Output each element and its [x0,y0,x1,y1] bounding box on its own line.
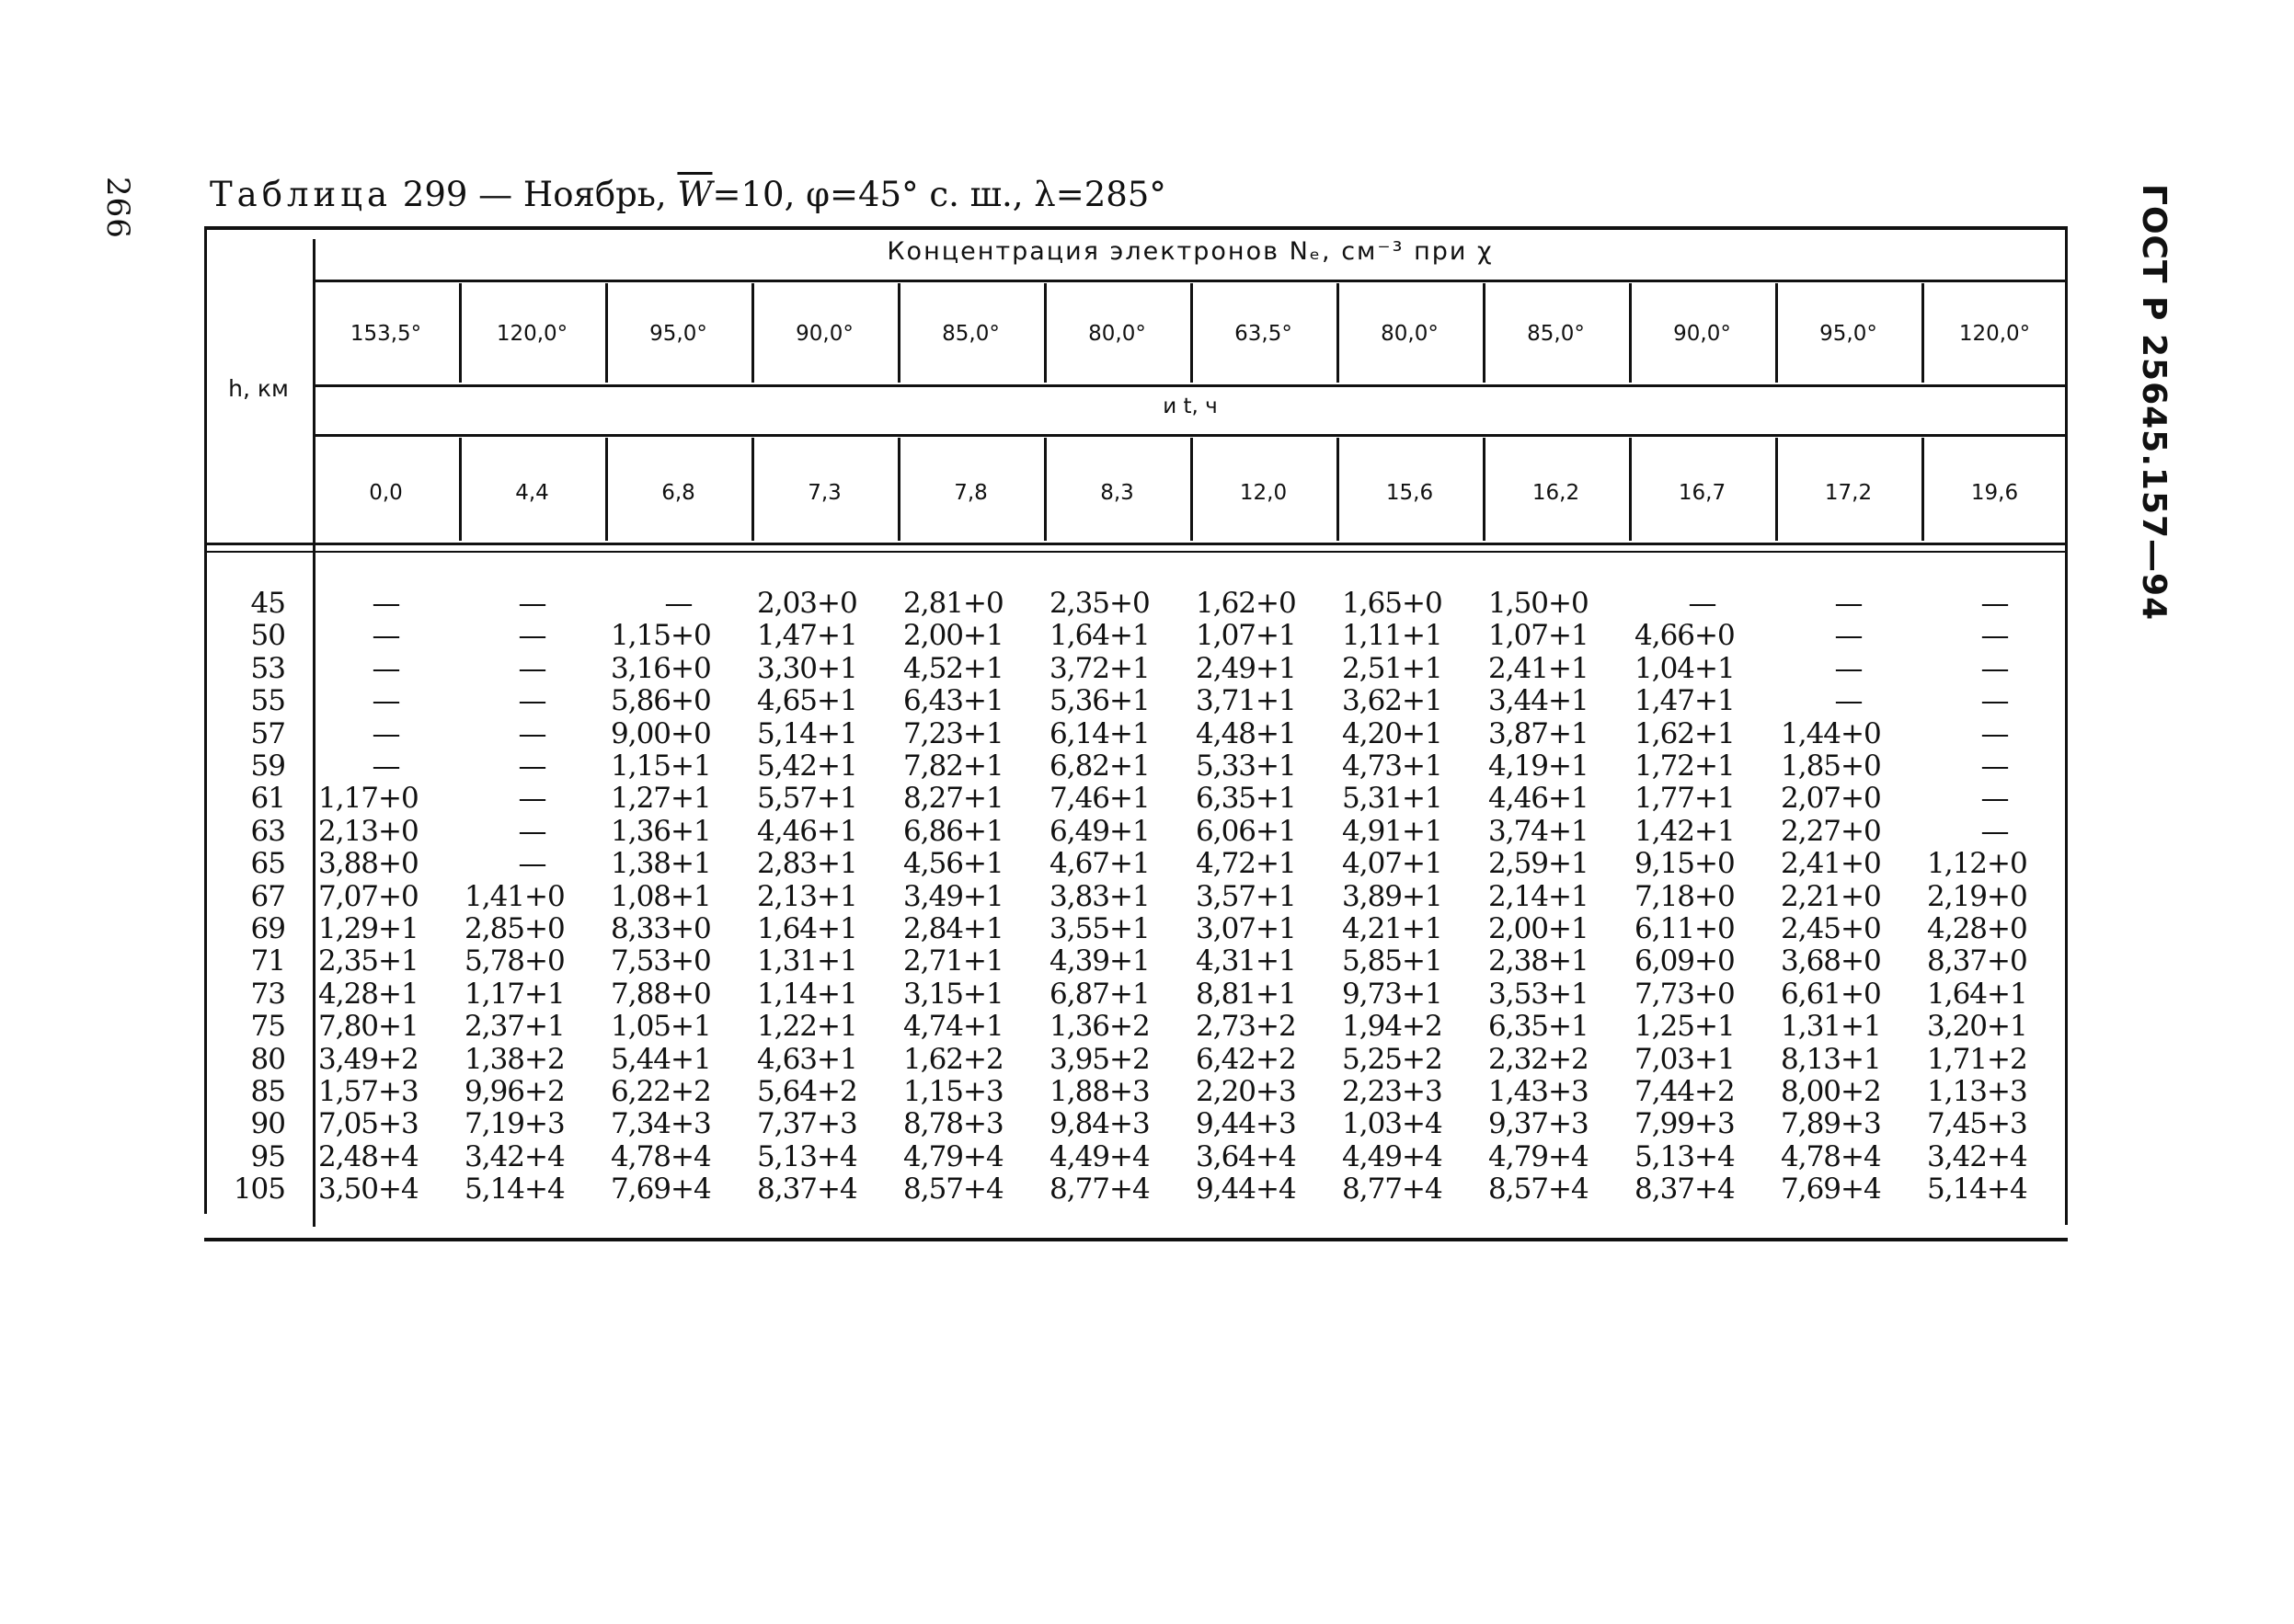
concentration-cell: 3,49+1 [903,879,1004,913]
concentration-cell: 1,71+2 [1927,1042,2027,1076]
concentration-cell: 3,49+2 [318,1042,419,1076]
concentration-cell: 3,50+4 [318,1172,419,1207]
t-header-cell: 0,0 [369,481,403,505]
chi-header-cell: 95,0° [649,322,707,346]
concentration-cell: 1,62+1 [1634,716,1735,750]
title-w-symbol: $\overline{W}$ [677,175,713,214]
table-title [210,175,1166,214]
concentration-cell: 1,38+2 [465,1042,565,1076]
concentration-cell: 2,59+1 [1488,847,1589,881]
concentration-cell: 7,73+0 [1634,977,1735,1011]
concentration-cell: 1,17+1 [465,977,565,1011]
concentration-cell: 3,74+1 [1488,814,1589,848]
concentration-cell: 1,14+1 [757,977,857,1011]
concentration-cell: 5,85+1 [1342,944,1442,978]
concentration-cell: 2,83+1 [757,847,857,881]
concentration-cell: 4,72+1 [1196,847,1296,881]
concentration-cell: 7,69+4 [611,1172,711,1207]
t-label-rule [313,434,2068,437]
concentration-cell: — [1834,587,1863,620]
concentration-cell: 1,15+0 [611,619,711,653]
concentration-cell: 1,72+1 [1634,749,1735,783]
concentration-cell: 4,74+1 [903,1010,1004,1044]
concentration-cell: 6,42+2 [1196,1042,1296,1076]
concentration-cell: 5,57+1 [757,782,857,816]
concentration-cell: 1,07+1 [1488,619,1589,653]
concentration-cell: — [518,587,546,620]
concentration-cell: 8,37+0 [1927,944,2027,978]
concentration-cell: 2,48+4 [318,1139,419,1173]
concentration-cell: — [518,684,546,718]
concentration-cell: 8,37+4 [1634,1172,1735,1207]
concentration-cell: 4,48+1 [1196,716,1296,750]
concentration-cell: 5,31+1 [1342,782,1442,816]
chi-header-cell: 80,0° [1088,322,1146,346]
concentration-cell: 4,46+1 [1488,782,1589,816]
header-banner: Концентрация электронов Nₑ, см⁻³ при χ [887,237,1494,266]
concentration-cell: 2,49+1 [1196,651,1296,685]
concentration-cell: — [518,619,546,653]
concentration-cell: — [372,587,400,620]
concentration-cell: 2,21+0 [1781,879,1881,913]
t-header-cell: 12,0 [1239,481,1288,505]
concentration-cell: 4,07+1 [1342,847,1442,881]
t-header-cell: 4,4 [515,481,549,505]
concentration-cell: 1,47+1 [1634,684,1735,718]
concentration-cell: 8,33+0 [611,912,711,945]
concentration-cell: — [518,749,546,783]
concentration-cell: 7,34+3 [611,1107,711,1141]
table-top-rule [204,226,2068,230]
concentration-cell: 2,45+0 [1781,912,1881,945]
title-lead: Таблица [210,175,393,214]
concentration-cell: 1,44+0 [1781,716,1881,750]
concentration-cell: 7,80+1 [318,1010,419,1044]
concentration-cell: 2,23+3 [1342,1075,1442,1108]
concentration-cell: — [372,749,400,783]
concentration-cell: 6,22+2 [611,1075,711,1108]
concentration-cell: 4,91+1 [1342,814,1442,848]
concentration-cell: 3,72+1 [1050,651,1150,685]
concentration-cell: 8,57+4 [903,1172,1004,1207]
concentration-cell: 9,37+3 [1488,1107,1589,1141]
concentration-cell: 9,44+3 [1196,1107,1296,1141]
concentration-cell: 1,03+4 [1342,1107,1442,1141]
concentration-cell: — [1980,587,2009,620]
concentration-cell: 4,73+1 [1342,749,1442,783]
concentration-cell: 1,77+1 [1634,782,1735,816]
h-value-cell: 95 [250,1139,285,1173]
concentration-cell: — [1834,619,1863,653]
concentration-cell: 1,17+0 [318,782,419,816]
concentration-cell: — [372,684,400,718]
concentration-cell: 6,11+0 [1634,912,1735,945]
concentration-cell: 3,62+1 [1342,684,1442,718]
concentration-cell: 1,65+0 [1342,587,1442,620]
concentration-cell: 2,71+1 [903,944,1004,978]
title-params: =10, φ=45° с. ш., λ=285° [712,175,1166,214]
chi-header-cell: 90,0° [796,322,854,346]
concentration-cell: — [518,847,546,881]
concentration-cell: 4,66+0 [1634,619,1735,653]
banner-rule [313,280,2068,282]
concentration-cell: 1,31+1 [757,944,857,978]
h-value-cell: 59 [250,749,285,783]
concentration-cell: 3,87+1 [1488,716,1589,750]
concentration-cell: 5,25+2 [1342,1042,1442,1076]
concentration-cell: 9,73+1 [1342,977,1442,1011]
concentration-cell: — [1980,814,2009,848]
concentration-cell: — [664,587,693,620]
concentration-cell: 8,13+1 [1781,1042,1881,1076]
concentration-cell: 5,14+4 [465,1172,565,1207]
concentration-cell: 1,62+0 [1196,587,1296,620]
concentration-cell: 5,44+1 [611,1042,711,1076]
concentration-cell: 2,19+0 [1927,879,2027,913]
concentration-cell: 3,55+1 [1050,912,1150,945]
concentration-cell: 9,15+0 [1634,847,1735,881]
concentration-cell: 4,79+4 [903,1139,1004,1173]
concentration-cell: 7,45+3 [1927,1107,2027,1141]
concentration-cell: 7,19+3 [465,1107,565,1141]
concentration-cell: 1,27+1 [611,782,711,816]
chi-header-cell: 85,0° [1527,322,1585,346]
concentration-cell: 4,49+4 [1342,1139,1442,1173]
chi-header-cell: 85,0° [942,322,1000,346]
concentration-cell: 3,89+1 [1342,879,1442,913]
h-value-cell: 71 [250,944,285,978]
concentration-cell: 2,35+1 [318,944,419,978]
header-bottom-rule [204,543,2068,545]
concentration-cell: 1,62+2 [903,1042,1004,1076]
concentration-cell: — [1834,651,1863,685]
concentration-cell: 2,41+0 [1781,847,1881,881]
h-value-cell: 69 [250,912,285,945]
concentration-cell: 3,57+1 [1196,879,1296,913]
concentration-cell: 2,73+2 [1196,1010,1296,1044]
concentration-cell: 2,37+1 [465,1010,565,1044]
concentration-cell: — [1980,619,2009,653]
concentration-cell: 4,28+0 [1927,912,2027,945]
concentration-cell: 5,42+1 [757,749,857,783]
concentration-cell: 1,29+1 [318,912,419,945]
concentration-cell: 4,19+1 [1488,749,1589,783]
gost-code: ГОСТ Р 25645.157—94 [2135,184,2173,622]
h-value-cell: 75 [250,1010,285,1044]
concentration-cell: 1,13+3 [1927,1075,2027,1108]
concentration-cell: 9,44+4 [1196,1172,1296,1207]
concentration-cell: 7,89+3 [1781,1107,1881,1141]
concentration-cell: — [372,619,400,653]
concentration-cell: 5,86+0 [611,684,711,718]
concentration-cell: 1,07+1 [1196,619,1296,653]
h-value-cell: 90 [250,1107,285,1141]
h-value-cell: 73 [250,977,285,1011]
concentration-cell: 4,56+1 [903,847,1004,881]
concentration-cell: — [372,651,400,685]
concentration-cell: 5,14+4 [1927,1172,2027,1207]
concentration-cell: 1,42+1 [1634,814,1735,848]
t-hours-label: и t, ч [1163,395,1218,418]
concentration-cell: 3,42+4 [465,1139,565,1173]
concentration-cell: 4,67+1 [1050,847,1150,881]
concentration-cell: 3,71+1 [1196,684,1296,718]
concentration-cell: 6,09+0 [1634,944,1735,978]
h-value-cell: 105 [233,1172,285,1207]
concentration-cell: 7,69+4 [1781,1172,1881,1207]
concentration-cell: 9,00+0 [611,716,711,750]
concentration-cell: 1,57+3 [318,1075,419,1108]
concentration-cell: 1,36+1 [611,814,711,848]
t-header-cell: 7,3 [808,481,842,505]
concentration-cell: 2,85+0 [465,912,565,945]
concentration-cell: — [518,716,546,750]
concentration-cell: 1,94+2 [1342,1010,1442,1044]
t-header-cell: 17,2 [1824,481,1873,505]
concentration-cell: 3,16+0 [611,651,711,685]
header-bottom-rule-2 [204,551,2068,553]
t-header-cell: 15,6 [1385,481,1434,505]
concentration-cell: 5,33+1 [1196,749,1296,783]
concentration-cell: 2,81+0 [903,587,1004,620]
concentration-cell: 7,37+3 [757,1107,857,1141]
h-value-cell: 85 [250,1075,285,1108]
h-value-cell: 55 [250,684,285,718]
h-value-cell: 80 [250,1042,285,1076]
concentration-cell: 2,35+0 [1050,587,1150,620]
concentration-cell: 4,52+1 [903,651,1004,685]
concentration-cell: 3,88+0 [318,847,419,881]
electron-concentration-table [204,226,2068,1241]
concentration-cell: 7,44+2 [1634,1075,1735,1108]
concentration-cell: 3,68+0 [1781,944,1881,978]
concentration-cell: 7,99+3 [1634,1107,1735,1141]
h-value-cell: 45 [250,587,285,620]
concentration-cell: — [518,651,546,685]
concentration-cell: 7,07+0 [318,879,419,913]
concentration-cell: 7,82+1 [903,749,1004,783]
concentration-cell: — [1688,587,1716,620]
t-header-cell: 19,6 [1970,481,2019,505]
concentration-cell: 1,22+1 [757,1010,857,1044]
chi-header-cell: 95,0° [1819,322,1877,346]
concentration-cell: 1,11+1 [1342,619,1442,653]
concentration-cell: 4,79+4 [1488,1139,1589,1173]
concentration-cell: 1,15+1 [611,749,711,783]
concentration-cell: 4,28+1 [318,977,419,1011]
concentration-cell: 2,41+1 [1488,651,1589,685]
concentration-cell: — [372,716,400,750]
table-left-rule [204,226,207,1214]
concentration-cell: 3,20+1 [1927,1010,2027,1044]
h-value-cell: 61 [250,782,285,816]
concentration-cell: 2,51+1 [1342,651,1442,685]
concentration-cell: 1,85+0 [1781,749,1881,783]
concentration-cell: 5,13+4 [757,1139,857,1173]
concentration-cell: 2,00+1 [1488,912,1589,945]
concentration-cell: 3,83+1 [1050,879,1150,913]
concentration-cell: 8,00+2 [1781,1075,1881,1108]
concentration-cell: 4,46+1 [757,814,857,848]
chi-header-cell: 120,0° [496,322,568,346]
concentration-cell: 7,18+0 [1634,879,1735,913]
concentration-cell: 5,78+0 [465,944,565,978]
concentration-cell: 1,47+1 [757,619,857,653]
concentration-cell: 4,39+1 [1050,944,1150,978]
concentration-cell: 2,32+2 [1488,1042,1589,1076]
concentration-cell: 4,78+4 [611,1139,711,1173]
title-number: 299 — Ноябрь, [392,175,678,214]
concentration-cell: 6,86+1 [903,814,1004,848]
concentration-cell: 1,12+0 [1927,847,2027,881]
concentration-cell: 1,31+1 [1781,1010,1881,1044]
concentration-cell: 1,15+3 [903,1075,1004,1108]
concentration-cell: 1,38+1 [611,847,711,881]
concentration-cell: 2,00+1 [903,619,1004,653]
t-header-cell: 16,7 [1678,481,1726,505]
concentration-cell: — [518,782,546,816]
chi-row-rule [313,384,2068,387]
concentration-cell: 4,78+4 [1781,1139,1881,1173]
concentration-cell: 7,03+1 [1634,1042,1735,1076]
concentration-cell: 8,78+3 [903,1107,1004,1141]
concentration-cell: 4,31+1 [1196,944,1296,978]
concentration-cell: 5,13+4 [1634,1139,1735,1173]
concentration-cell: 3,64+4 [1196,1139,1296,1173]
concentration-cell: — [1980,651,2009,685]
concentration-cell: 2,13+1 [757,879,857,913]
concentration-cell: 4,20+1 [1342,716,1442,750]
page-number: 266 [99,177,136,239]
concentration-cell: 6,35+1 [1488,1010,1589,1044]
concentration-cell: — [1980,782,2009,816]
concentration-cell: 6,61+0 [1781,977,1881,1011]
concentration-cell: 1,64+1 [1927,977,2027,1011]
concentration-cell: 1,25+1 [1634,1010,1735,1044]
concentration-cell: 1,50+0 [1488,587,1589,620]
concentration-cell: 6,49+1 [1050,814,1150,848]
concentration-cell: 7,88+0 [611,977,711,1011]
concentration-cell: — [1834,684,1863,718]
concentration-cell: 2,38+1 [1488,944,1589,978]
concentration-cell: 8,81+1 [1196,977,1296,1011]
table-bottom-rule [204,1238,2068,1241]
concentration-cell: 7,23+1 [903,716,1004,750]
concentration-cell: 1,43+3 [1488,1075,1589,1108]
t-header-cell: 7,8 [954,481,988,505]
h-value-cell: 65 [250,847,285,881]
concentration-cell: 1,64+1 [757,912,857,945]
concentration-cell: 5,36+1 [1050,684,1150,718]
concentration-cell: 8,57+4 [1488,1172,1589,1207]
concentration-cell: 8,77+4 [1050,1172,1150,1207]
concentration-cell: 9,96+2 [465,1075,565,1108]
concentration-cell: 1,41+0 [465,879,565,913]
concentration-cell: 1,64+1 [1050,619,1150,653]
concentration-cell: 6,06+1 [1196,814,1296,848]
chi-header-cell: 63,5° [1234,322,1292,346]
concentration-cell: — [518,814,546,848]
concentration-cell: 6,43+1 [903,684,1004,718]
concentration-cell: 1,04+1 [1634,651,1735,685]
concentration-cell: 6,14+1 [1050,716,1150,750]
concentration-cell: 1,08+1 [611,879,711,913]
concentration-cell: 2,03+0 [757,587,857,620]
t-header-cell: 16,2 [1531,481,1580,505]
t-header-cell: 6,8 [661,481,695,505]
concentration-cell: 2,13+0 [318,814,419,848]
chi-header-cell: 80,0° [1381,322,1439,346]
concentration-cell: 3,07+1 [1196,912,1296,945]
chi-header-cell: 153,5° [350,322,422,346]
h-value-cell: 57 [250,716,285,750]
concentration-cell: — [1980,684,2009,718]
h-value-cell: 63 [250,814,285,848]
concentration-cell: 2,84+1 [903,912,1004,945]
h-value-cell: 67 [250,879,285,913]
concentration-cell: 4,65+1 [757,684,857,718]
concentration-cell: 3,53+1 [1488,977,1589,1011]
concentration-cell: 8,77+4 [1342,1172,1442,1207]
concentration-cell: 8,27+1 [903,782,1004,816]
h-km-label: h, км [228,375,289,402]
concentration-cell: 9,84+3 [1050,1107,1150,1141]
concentration-cell: 4,21+1 [1342,912,1442,945]
h-value-cell: 50 [250,619,285,653]
chi-header-cell: 120,0° [1958,322,2031,346]
concentration-cell: — [1980,749,2009,783]
concentration-cell: 3,44+1 [1488,684,1589,718]
concentration-cell: 4,49+4 [1050,1139,1150,1173]
concentration-cell: 7,46+1 [1050,782,1150,816]
concentration-cell: 3,15+1 [903,977,1004,1011]
concentration-cell: 7,53+0 [611,944,711,978]
concentration-cell: 3,42+4 [1927,1139,2027,1173]
concentration-cell: 6,87+1 [1050,977,1150,1011]
concentration-cell: 2,14+1 [1488,879,1589,913]
concentration-cell: 2,20+3 [1196,1075,1296,1108]
concentration-cell: 3,95+2 [1050,1042,1150,1076]
concentration-cell: 8,37+4 [757,1172,857,1207]
concentration-cell: 4,63+1 [757,1042,857,1076]
concentration-cell: 1,88+3 [1050,1075,1150,1108]
concentration-cell: 6,82+1 [1050,749,1150,783]
chi-header-cell: 90,0° [1673,322,1731,346]
concentration-cell: 6,35+1 [1196,782,1296,816]
concentration-cell: 3,30+1 [757,651,857,685]
concentration-cell: 5,14+1 [757,716,857,750]
t-header-cell: 8,3 [1100,481,1134,505]
concentration-cell: 1,05+1 [611,1010,711,1044]
concentration-cell: 2,27+0 [1781,814,1881,848]
concentration-cell: 7,05+3 [318,1107,419,1141]
concentration-cell: 5,64+2 [757,1075,857,1108]
concentration-cell: 1,36+2 [1050,1010,1150,1044]
concentration-cell: 2,07+0 [1781,782,1881,816]
h-value-cell: 53 [250,651,285,685]
concentration-cell: — [1980,716,2009,750]
